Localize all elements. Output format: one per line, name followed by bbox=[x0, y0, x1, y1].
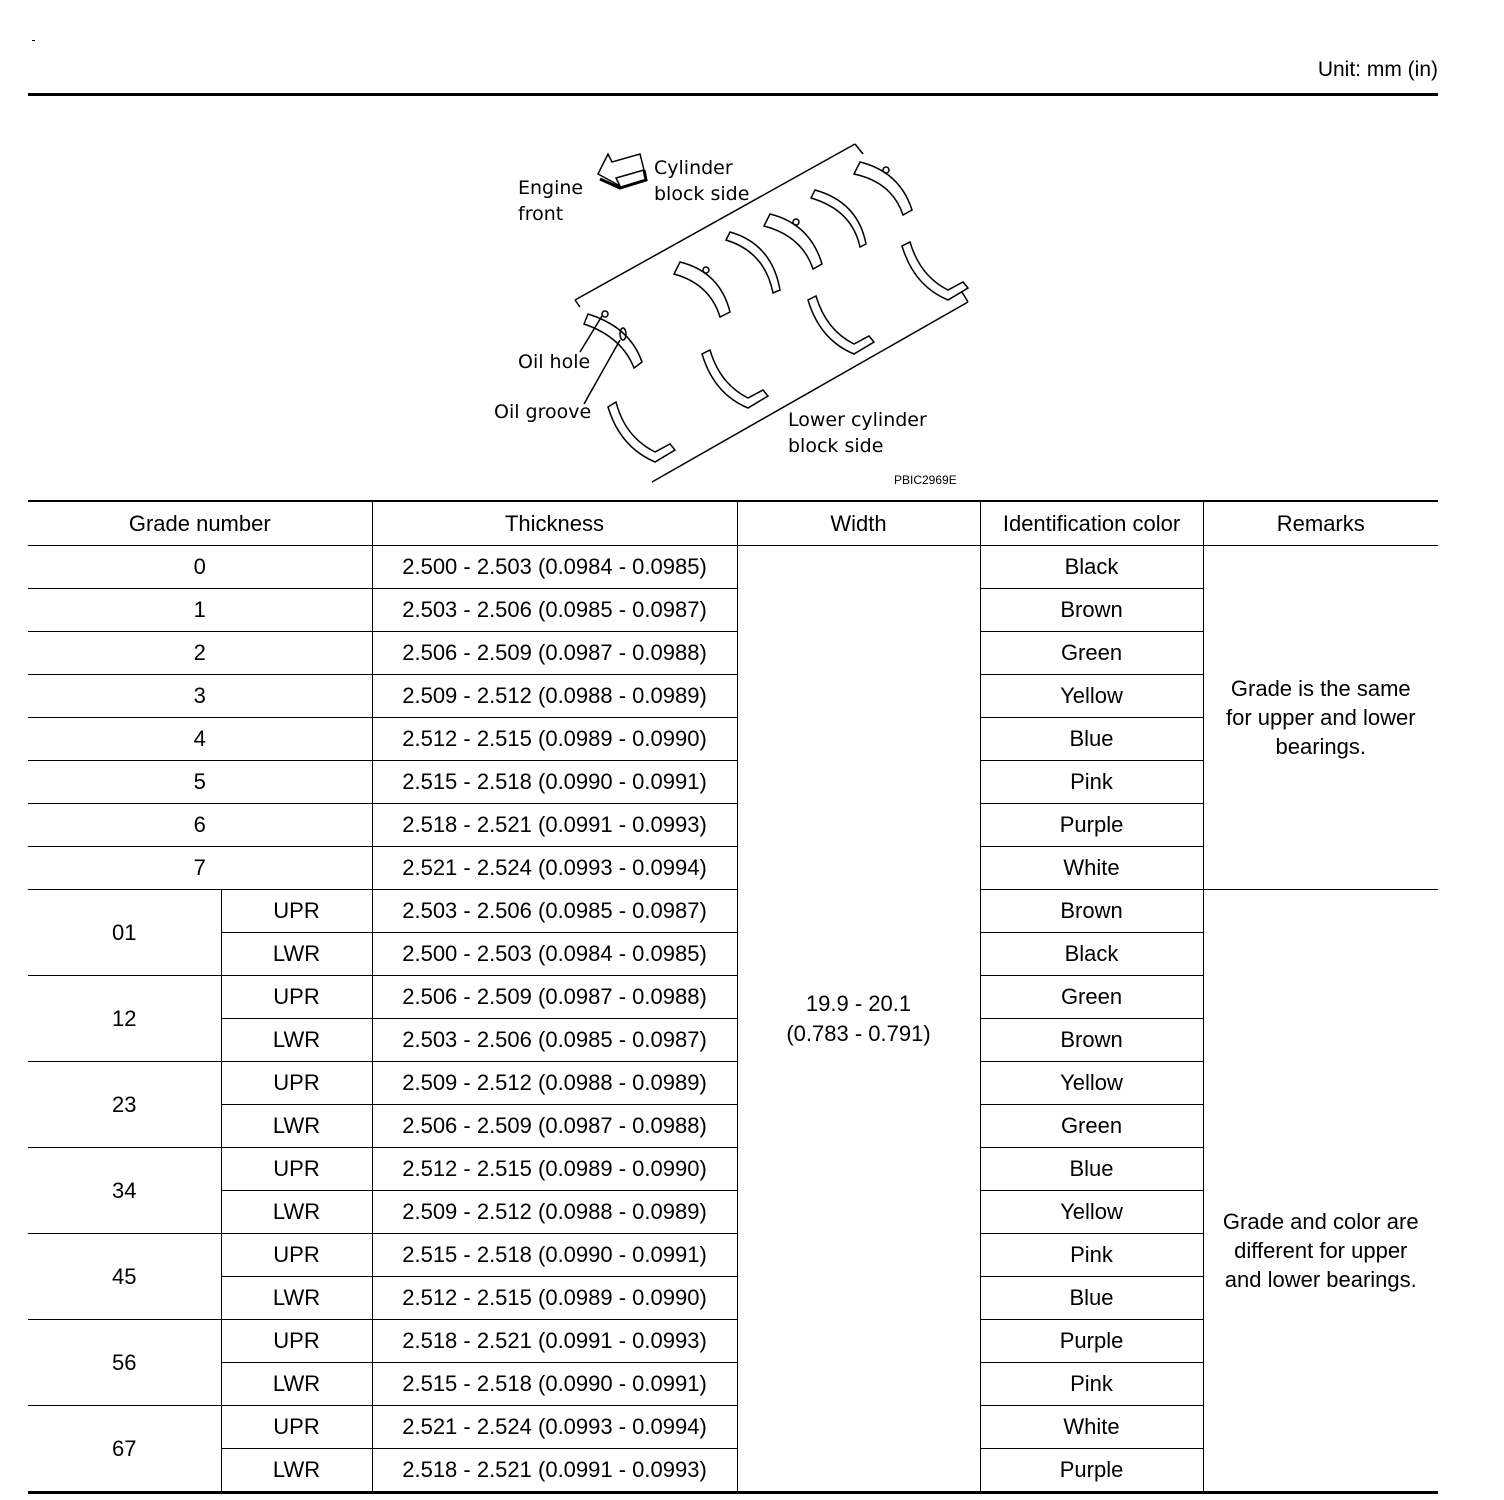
thrust-washer-2 bbox=[811, 190, 866, 247]
grade-cell: 3 bbox=[28, 675, 372, 718]
remark-different-line: different for upper bbox=[1234, 1238, 1408, 1263]
color-cell: Blue bbox=[980, 718, 1203, 761]
color-cell: White bbox=[980, 1406, 1203, 1449]
position-cell: LWR bbox=[221, 1105, 372, 1148]
position-cell: LWR bbox=[221, 1277, 372, 1320]
color-cell: Brown bbox=[980, 589, 1203, 632]
bearing-illustration bbox=[480, 132, 1000, 492]
grade-pair-cell: 56 bbox=[28, 1320, 221, 1406]
color-cell: Purple bbox=[980, 1320, 1203, 1363]
header-width: Width bbox=[737, 501, 980, 546]
page-mark bbox=[32, 40, 35, 41]
width-mm: 19.9 - 20.1 bbox=[805, 990, 912, 1016]
label-lower-1: Lower cylinder bbox=[788, 409, 927, 431]
bearing-grade-table bbox=[28, 500, 1438, 1494]
color-cell: White bbox=[980, 847, 1203, 890]
grade-cell: 4 bbox=[28, 718, 372, 761]
color-cell: Green bbox=[980, 976, 1203, 1019]
lower-shell-2 bbox=[702, 350, 768, 408]
color-cell: Pink bbox=[980, 1363, 1203, 1406]
header-thickness: Thickness bbox=[372, 501, 737, 546]
thrust-washer-1 bbox=[726, 232, 780, 293]
thickness-cell: 2.509 - 2.512 (0.0988 - 0.0989) bbox=[372, 1191, 737, 1234]
position-cell: UPR bbox=[221, 1406, 372, 1449]
thickness-cell: 2.509 - 2.512 (0.0988 - 0.0989) bbox=[372, 1062, 737, 1105]
remark-same-line: for upper and lower bbox=[1225, 705, 1416, 730]
label-engine-front-1: Engine bbox=[518, 177, 584, 199]
label-engine-front-2: front bbox=[518, 203, 564, 225]
color-cell: Purple bbox=[980, 1449, 1203, 1493]
upper-shell-1 bbox=[584, 314, 642, 368]
color-cell: Black bbox=[980, 933, 1203, 976]
color-cell: Yellow bbox=[980, 1062, 1203, 1105]
remark-different bbox=[1203, 890, 1438, 1493]
header-grade: Grade number bbox=[28, 501, 372, 546]
thickness-cell: 2.503 - 2.506 (0.0985 - 0.0987) bbox=[372, 589, 737, 632]
label-oil-hole: Oil hole bbox=[518, 351, 591, 373]
remark-same bbox=[1203, 546, 1438, 890]
grade-cell: 0 bbox=[28, 546, 372, 589]
oil-hole-2 bbox=[703, 267, 709, 273]
position-cell: UPR bbox=[221, 1062, 372, 1105]
grade-pair-cell: 01 bbox=[28, 890, 221, 976]
color-cell: Blue bbox=[980, 1148, 1203, 1191]
position-cell: UPR bbox=[221, 890, 372, 933]
color-cell: Green bbox=[980, 1105, 1203, 1148]
thickness-cell: 2.503 - 2.506 (0.0985 - 0.0987) bbox=[372, 1019, 737, 1062]
grade-pair-cell: 12 bbox=[28, 976, 221, 1062]
bearing-diagram bbox=[480, 132, 1000, 492]
remark-same-line: Grade is the same bbox=[1230, 676, 1411, 701]
grade-pair-cell: 45 bbox=[28, 1234, 221, 1320]
thickness-cell: 2.506 - 2.509 (0.0987 - 0.0988) bbox=[372, 632, 737, 675]
thickness-cell: 2.521 - 2.524 (0.0993 - 0.0994) bbox=[372, 847, 737, 890]
thickness-cell: 2.515 - 2.518 (0.0990 - 0.0991) bbox=[372, 761, 737, 804]
color-cell: Black bbox=[980, 546, 1203, 589]
thickness-cell: 2.512 - 2.515 (0.0989 - 0.0990) bbox=[372, 1277, 737, 1320]
thickness-cell: 2.518 - 2.521 (0.0991 - 0.0993) bbox=[372, 1320, 737, 1363]
thickness-cell: 2.518 - 2.521 (0.0991 - 0.0993) bbox=[372, 804, 737, 847]
thickness-cell: 2.500 - 2.503 (0.0984 - 0.0985) bbox=[372, 933, 737, 976]
position-cell: LWR bbox=[221, 1363, 372, 1406]
position-cell: LWR bbox=[221, 1019, 372, 1062]
label-cylinder-2: block side bbox=[654, 183, 750, 205]
table-row bbox=[28, 546, 1438, 589]
header-color: Identification color bbox=[980, 501, 1203, 546]
color-cell: Pink bbox=[980, 761, 1203, 804]
table-row bbox=[28, 890, 1438, 933]
frame-left-tick bbox=[575, 300, 580, 307]
color-cell: Brown bbox=[980, 1019, 1203, 1062]
thickness-cell: 2.515 - 2.518 (0.0990 - 0.0991) bbox=[372, 1363, 737, 1406]
color-cell: Yellow bbox=[980, 675, 1203, 718]
position-cell: UPR bbox=[221, 1320, 372, 1363]
header-remarks: Remarks bbox=[1203, 501, 1438, 546]
position-cell: UPR bbox=[221, 1234, 372, 1277]
color-cell: Blue bbox=[980, 1277, 1203, 1320]
grade-cell: 1 bbox=[28, 589, 372, 632]
frame-right-tick bbox=[855, 144, 863, 154]
color-cell: Purple bbox=[980, 804, 1203, 847]
remark-same-line: bearings. bbox=[1275, 734, 1367, 759]
grade-pair-cell: 67 bbox=[28, 1406, 221, 1493]
unit-label: Unit: mm (in) bbox=[1317, 58, 1438, 81]
label-cylinder-1: Cylinder bbox=[654, 157, 733, 179]
remark-different-line: and lower bearings. bbox=[1224, 1267, 1417, 1292]
thickness-cell: 2.512 - 2.515 (0.0989 - 0.0990) bbox=[372, 1148, 737, 1191]
color-cell: Yellow bbox=[980, 1191, 1203, 1234]
width-cell bbox=[737, 546, 980, 1493]
lower-shell-1 bbox=[608, 402, 675, 462]
grade-cell: 7 bbox=[28, 847, 372, 890]
width-in: (0.783 - 0.791) bbox=[786, 1020, 931, 1046]
lower-shell-3 bbox=[808, 296, 874, 354]
oil-hole-3 bbox=[793, 219, 799, 225]
position-cell: LWR bbox=[221, 933, 372, 976]
table-header-row bbox=[28, 501, 1438, 546]
grade-pair-cell: 34 bbox=[28, 1148, 221, 1234]
remark-different-line: Grade and color are bbox=[1222, 1209, 1419, 1234]
position-cell: LWR bbox=[221, 1449, 372, 1493]
thickness-cell: 2.506 - 2.509 (0.0987 - 0.0988) bbox=[372, 1105, 737, 1148]
oil-hole-marker bbox=[602, 311, 608, 317]
lower-shell-4 bbox=[902, 242, 968, 300]
oil-hole-4 bbox=[883, 167, 889, 173]
position-cell: LWR bbox=[221, 1191, 372, 1234]
thickness-cell: 2.503 - 2.506 (0.0985 - 0.0987) bbox=[372, 890, 737, 933]
thickness-cell: 2.512 - 2.515 (0.0989 - 0.0990) bbox=[372, 718, 737, 761]
thickness-cell: 2.521 - 2.524 (0.0993 - 0.0994) bbox=[372, 1406, 737, 1449]
color-cell: Pink bbox=[980, 1234, 1203, 1277]
color-cell: Green bbox=[980, 632, 1203, 675]
position-cell: UPR bbox=[221, 1148, 372, 1191]
position-cell: UPR bbox=[221, 976, 372, 1019]
figure-code: PBIC2969E bbox=[894, 473, 957, 487]
frame-bottom-tick bbox=[962, 292, 968, 302]
thickness-cell: 2.500 - 2.503 (0.0984 - 0.0985) bbox=[372, 546, 737, 589]
upper-shell-2 bbox=[674, 262, 730, 317]
thickness-cell: 2.518 - 2.521 (0.0991 - 0.0993) bbox=[372, 1449, 737, 1493]
label-lower-2: block side bbox=[788, 435, 884, 457]
color-cell: Brown bbox=[980, 890, 1203, 933]
grade-cell: 5 bbox=[28, 761, 372, 804]
grade-cell: 2 bbox=[28, 632, 372, 675]
top-rule bbox=[28, 93, 1438, 96]
thickness-cell: 2.506 - 2.509 (0.0987 - 0.0988) bbox=[372, 976, 737, 1019]
grade-pair-cell: 23 bbox=[28, 1062, 221, 1148]
grade-cell: 6 bbox=[28, 804, 372, 847]
thickness-cell: 2.515 - 2.518 (0.0990 - 0.0991) bbox=[372, 1234, 737, 1277]
thickness-cell: 2.509 - 2.512 (0.0988 - 0.0989) bbox=[372, 675, 737, 718]
label-oil-groove: Oil groove bbox=[494, 401, 592, 423]
oil-hole-leader bbox=[580, 316, 602, 352]
